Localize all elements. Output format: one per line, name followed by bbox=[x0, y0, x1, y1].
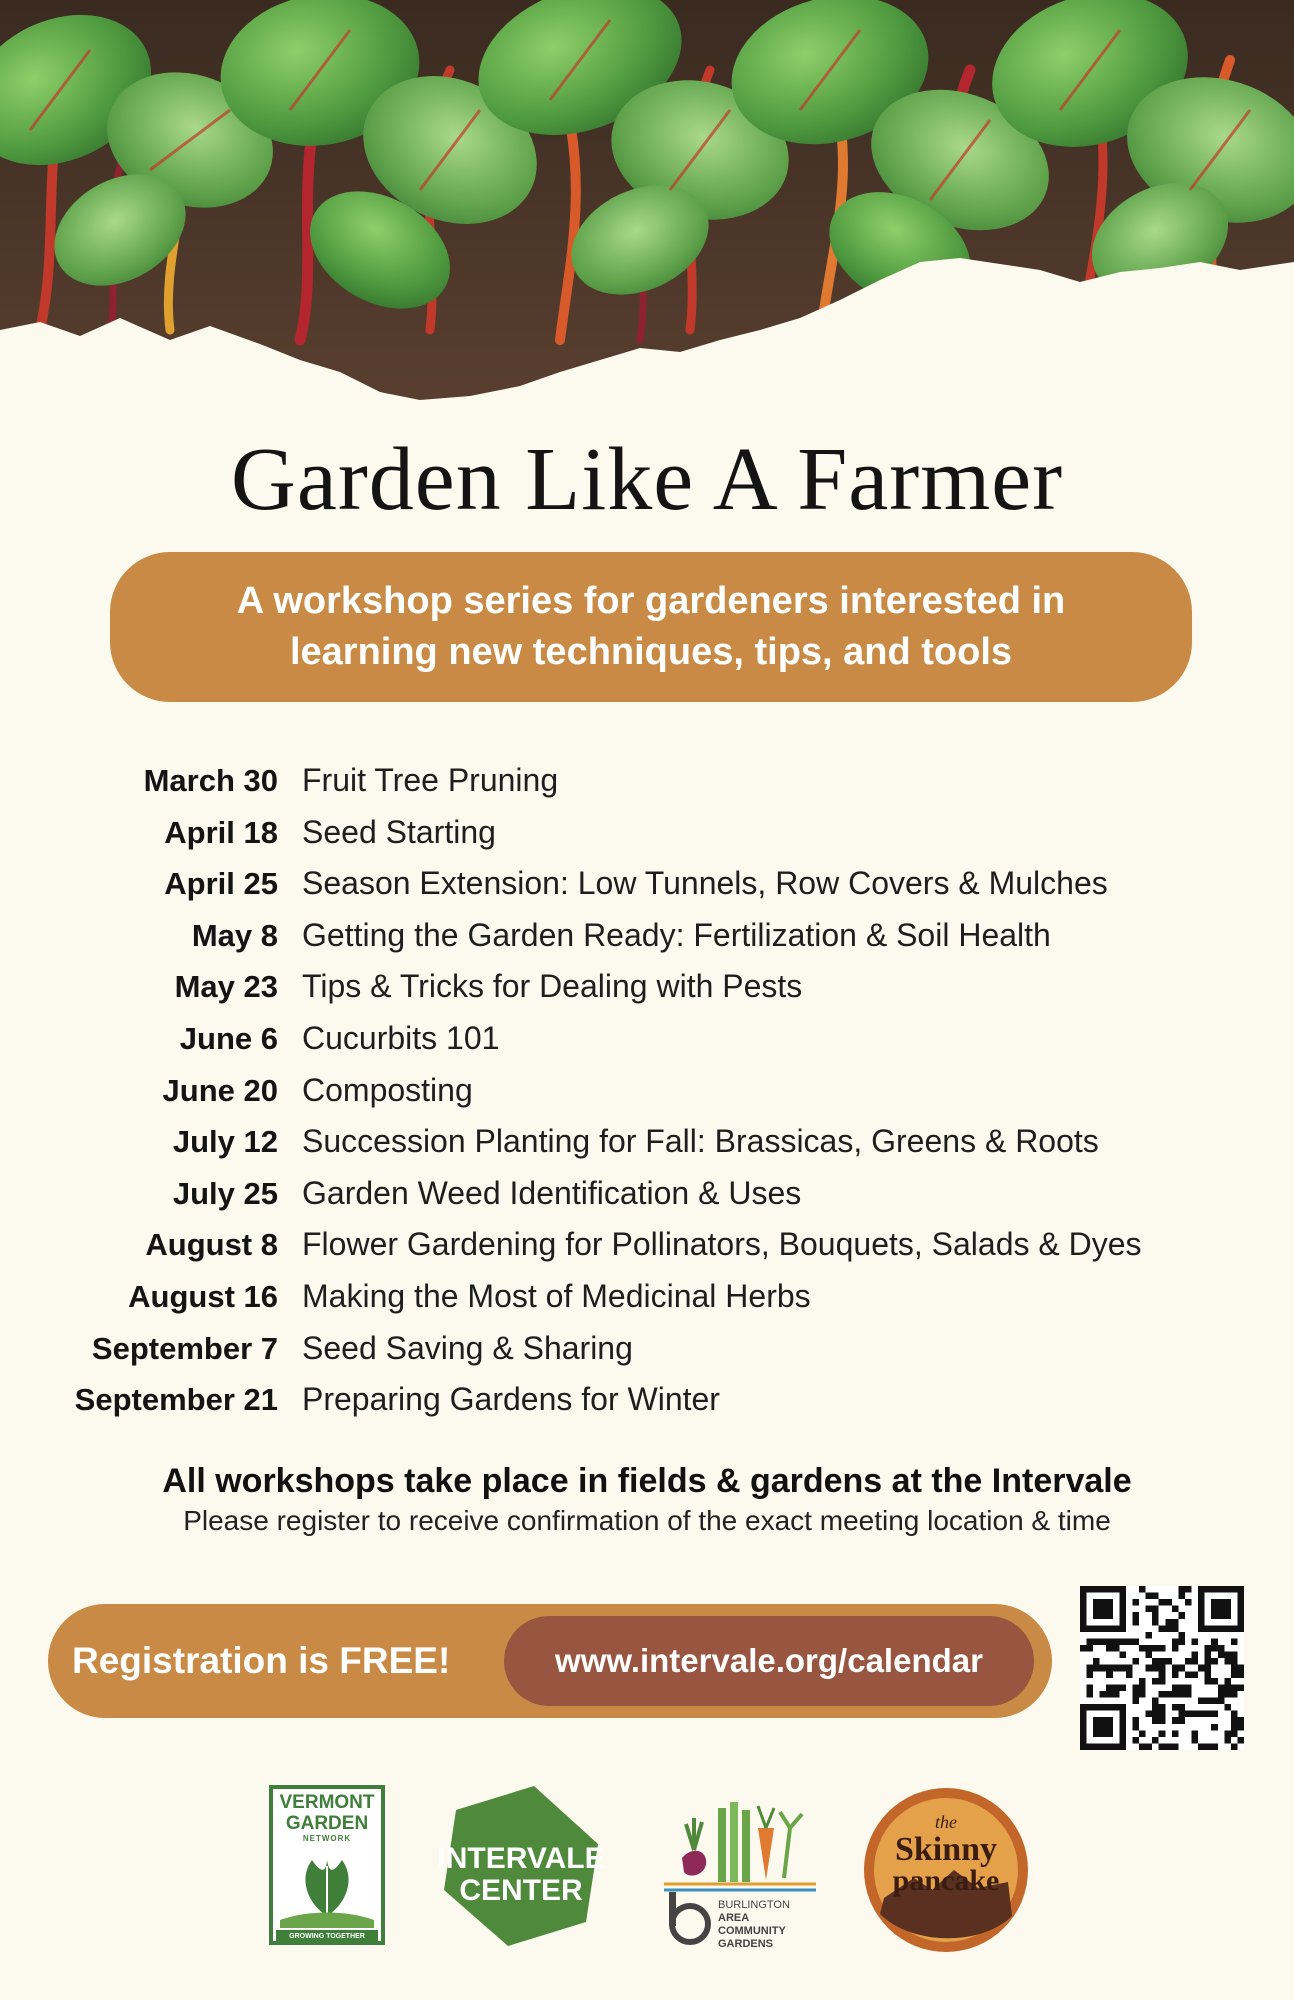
workshop-topic: Seed Saving & Sharing bbox=[302, 1329, 633, 1366]
vermont-garden-network-logo bbox=[268, 1784, 386, 1946]
workshop-row bbox=[0, 1330, 1294, 1382]
workshop-date: August 16 bbox=[128, 1278, 278, 1314]
intervale-line1: INTERVALE bbox=[437, 1842, 605, 1875]
subtitle-text: A workshop series for gardeners interested in learning new techniques, tips, and tools bbox=[236, 580, 1066, 673]
workshop-row bbox=[0, 865, 1294, 917]
vegetables-icon bbox=[682, 1802, 802, 1882]
workshop-topic: Composting bbox=[302, 1071, 473, 1108]
workshop-topic: Garden Weed Identification & Uses bbox=[302, 1174, 802, 1211]
registration-label: Registration is FREE! bbox=[72, 1640, 451, 1681]
workshop-row bbox=[0, 762, 1294, 814]
intervale-line2: CENTER bbox=[459, 1874, 583, 1907]
workshop-topic: Season Extension: Low Tunnels, Row Covers & Mulches bbox=[302, 865, 1108, 902]
burlington-community-gardens-logo bbox=[660, 1788, 820, 1952]
workshop-row bbox=[0, 1175, 1294, 1227]
qr-code-graphic bbox=[1080, 1586, 1244, 1750]
chard-leaves-illustration bbox=[0, 0, 1294, 420]
qr-code[interactable] bbox=[1080, 1586, 1244, 1750]
vgn-line2: GARDEN bbox=[285, 1813, 369, 1834]
skinny-pancake-logo bbox=[862, 1786, 1030, 1954]
b-letter-icon bbox=[669, 1892, 708, 1942]
workshop-topic: Seed Starting bbox=[302, 813, 496, 850]
workshop-date: August 8 bbox=[145, 1227, 278, 1263]
bacg-line4: GARDENS bbox=[718, 1938, 774, 1950]
sp-line2: Skinny bbox=[894, 1831, 998, 1868]
vgn-tagline: GROWING TOGETHER bbox=[289, 1933, 365, 1940]
sp-line1: the bbox=[935, 1812, 957, 1832]
workshop-topic: Preparing Gardens for Winter bbox=[302, 1381, 720, 1418]
workshop-date: July 12 bbox=[172, 1124, 278, 1160]
workshop-topic: Fruit Tree Pruning bbox=[302, 762, 559, 798]
workshop-date: June 6 bbox=[179, 1020, 278, 1056]
workshop-date: May 8 bbox=[191, 917, 278, 953]
workshop-topic: Flower Gardening for Pollinators, Bouquets, Salads & Dyes bbox=[302, 1226, 1142, 1263]
location-note bbox=[0, 1462, 1294, 1537]
workshop-row bbox=[0, 814, 1294, 866]
workshop-date: July 25 bbox=[172, 1175, 278, 1211]
workshop-schedule bbox=[0, 762, 1294, 1433]
workshop-topic: Getting the Garden Ready: Fertilization & Soil Health bbox=[302, 916, 1051, 953]
intervale-center-logo bbox=[436, 1782, 606, 1950]
registration-bar bbox=[48, 1604, 1052, 1718]
workshop-topic: Tips & Tricks for Dealing with Pests bbox=[302, 968, 803, 1005]
workshop-topic: Cucurbits 101 bbox=[302, 1019, 500, 1056]
page-title: Garden Like A Farmer bbox=[230, 430, 1064, 529]
workshop-row bbox=[0, 1020, 1294, 1072]
sp-line3: pancake bbox=[892, 1864, 1000, 1897]
workshop-date: April 18 bbox=[164, 814, 278, 850]
workshop-date: March 30 bbox=[143, 763, 278, 798]
bacg-line3: COMMUNITY bbox=[718, 1925, 786, 1937]
workshop-date: September 21 bbox=[74, 1382, 278, 1418]
workshop-row bbox=[0, 1072, 1294, 1124]
vgn-line1: VERMONT bbox=[279, 1792, 375, 1813]
workshop-row bbox=[0, 917, 1294, 969]
workshop-topic: Making the Most of Medicinal Herbs bbox=[302, 1277, 811, 1314]
registration-link[interactable]: www.intervale.org/calendar bbox=[504, 1616, 1034, 1706]
workshop-row bbox=[0, 1226, 1294, 1278]
workshop-date: April 25 bbox=[164, 866, 278, 902]
location-detail: Please register to receive confirmation of the exact meeting location & time bbox=[183, 1505, 1111, 1536]
workshop-row bbox=[0, 1278, 1294, 1330]
subtitle-banner bbox=[110, 552, 1192, 702]
bacg-line1: BURLINGTON bbox=[718, 1899, 790, 1911]
workshop-row bbox=[0, 1381, 1294, 1433]
workshop-date: June 20 bbox=[162, 1072, 278, 1108]
location-heading: All workshops take place in fields & gardens at the Intervale bbox=[162, 1462, 1132, 1500]
workshop-date: May 23 bbox=[174, 969, 278, 1005]
workshop-row bbox=[0, 968, 1294, 1020]
hero-image bbox=[0, 0, 1294, 420]
workshop-topic: Succession Planting for Fall: Brassicas, Greens & Roots bbox=[302, 1123, 1099, 1160]
bacg-line2: AREA bbox=[718, 1912, 750, 1924]
workshop-row bbox=[0, 1123, 1294, 1175]
workshop-date: September 7 bbox=[91, 1330, 278, 1366]
vgn-line3: NETWORK bbox=[302, 1834, 352, 1843]
